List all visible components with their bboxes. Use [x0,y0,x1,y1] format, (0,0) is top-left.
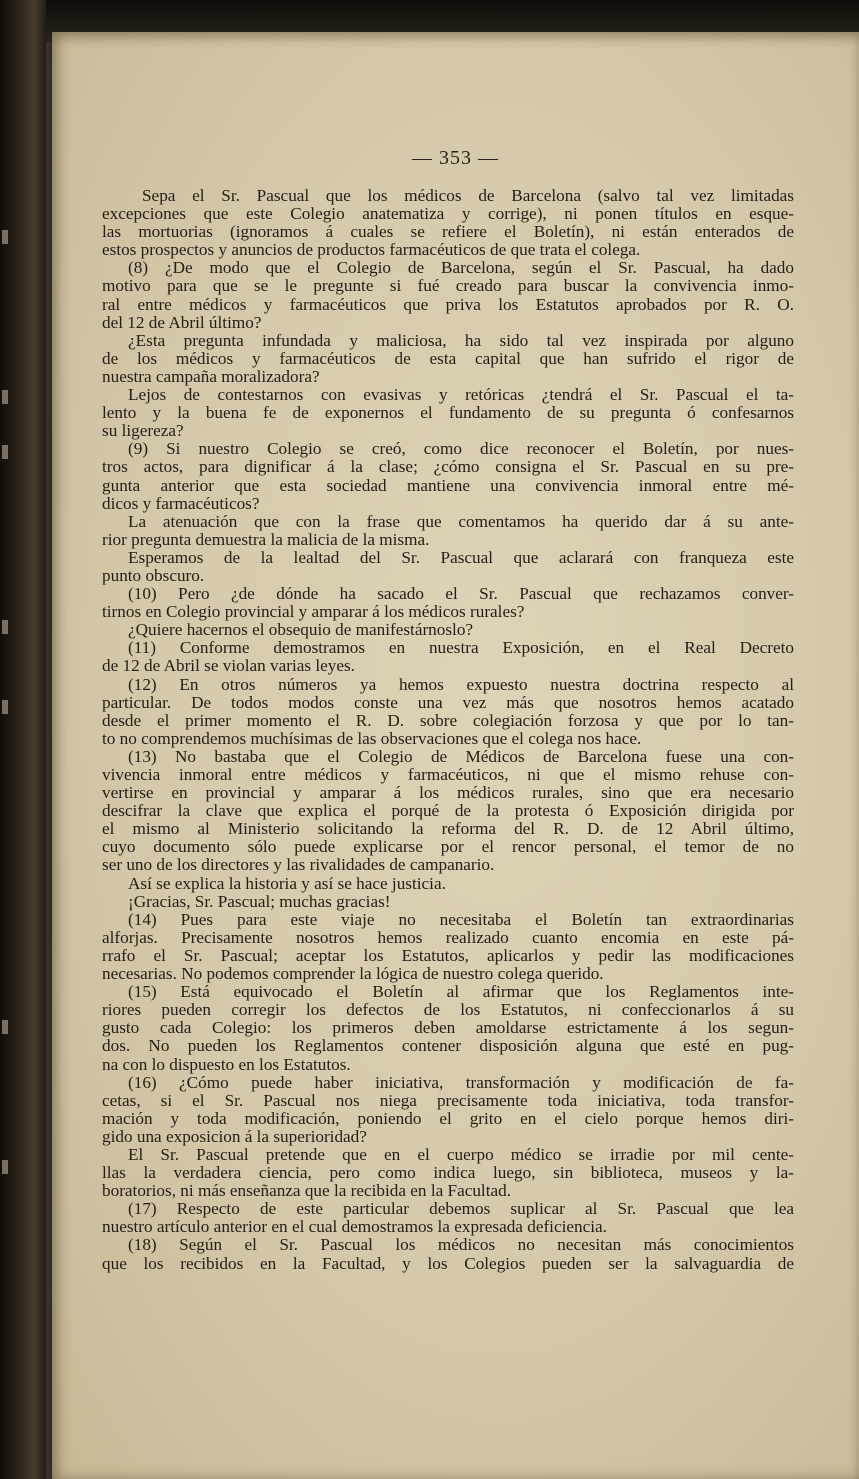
text-line: (11) Conforme demostramos en nuestra Exposición, en el Real Decreto [128,638,794,658]
book-page [52,32,859,1479]
text-line: mación y toda modificación, poniendo el grito en el cielo porque hemos diri- [102,1108,794,1128]
text-line: su ligereza? [102,421,184,441]
text-line: Así se explica la historia y así se hace justicia. [128,873,446,893]
text-line: cetas, si el Sr. Pascual nos niega precisamente toda iniciativa, toda transfor- [102,1090,794,1110]
text-line: descifrar la clave que explica el porqué de la protesta ó Exposición dirigida por [102,801,794,821]
text-line: (8) ¿De modo que el Colegio de Barcelona, según el Sr. Pascual, ha dado [128,258,794,278]
text-line: excepciones que este Colegio anatematiza y corrige), ni ponen títulos en esque- [102,204,794,224]
edge-mark [2,1020,8,1034]
text-line: gunta anterior que esta sociedad mantiene una convivencia inmoral entre mé- [102,475,794,495]
text-line: Lejos de contestarnos con evasivas y retóricas ¿tendrá el Sr. Pascual el ta- [128,385,794,405]
text-line: particular. De todos modos conste una vez más que nosotros hemos acatado [102,692,794,712]
text-line: La atenuación que con la frase que comentamos ha querido dar á su ante- [128,511,794,531]
edge-mark [2,230,8,244]
edge-mark [2,1160,8,1174]
text-line: necesarias. No podemos comprender la lógica de nuestro colega querido. [102,964,604,984]
text-line: rrafo el Sr. Pascual; aceptar los Estatutos, aplicarlos y pedir las modificaciones [102,945,794,965]
text-line: ¿Esta pregunta infundada y maliciosa, ha sido tal vez inspirada por alguno [128,330,794,350]
text-line: vertirse en provincial y amparar á los médicos rurales, sino que era necesario [102,783,794,803]
text-line: gusto cada Colegio: los primeros deben amoldarse estrictamente á los segun- [102,1018,794,1038]
text-line: riores pueden corregir los defectos de los Estatutos, ni confeccionarlos á su [102,1000,794,1020]
text-line: vivencia inmoral entre médicos y farmacéuticos, ni que el mismo rehuse con- [102,765,794,784]
text-line: de los médicos y farmacéuticos de esta capital que han sufrido el rigor de [102,348,794,368]
page-body-text [102,187,794,1273]
text-line: estos prospectos y anuncios de productos farmacéuticos de que trata el colega. [102,240,641,260]
text-line: motivo para que se le pregunte si fué creado para buscar la convivencia inmo- [102,276,794,296]
text-line: Esperamos de la lealtad del Sr. Pascual que aclarará con franqueza este [128,547,794,567]
previous-page-edge [0,0,46,1479]
text-line: dos. No pueden los Reglamentos contener disposición alguna que esté en pug- [102,1036,794,1056]
text-line: ser uno de los directores y las rivalidades de campanario. [102,855,495,875]
text-line: gido una exposicion á la superioridad? [102,1126,367,1146]
text-line: (12) En otros números ya hemos expuesto nuestra doctrina respecto al [128,674,794,694]
text-line: (18) Según el Sr. Pascual los médicos no necesitan más conocimientos [128,1235,794,1255]
edge-mark [2,445,8,459]
text-line: desde el primer momento el R. D. sobre colegiación forzosa y que por lo tan- [102,710,794,730]
text-line: boratorios, ni más enseñanza que la recibida en la Facultad. [102,1181,512,1201]
text-line: (9) Si nuestro Colegio se creó, como dice reconocer el Boletín, por nues- [128,439,794,459]
edge-mark [2,390,8,404]
text-line: punto obscuro. [102,565,205,585]
text-line: tirnos en Colegio provincial y amparar á los médicos rurales? [102,602,525,622]
text-line: (10) Pero ¿de dónde ha sacado el Sr. Pascual que rechazamos conver- [128,584,794,604]
edge-mark [2,620,8,634]
text-line: tros actos, para dignificar á la clase; ¿cómo consigna el Sr. Pascual en su pre- [102,457,794,477]
text-line: las mortuorias (ignoramos á cuales se refiere el Boletín), ni están enterados de [102,222,794,242]
text-line: lento y la buena fe de exponernos el fundamento de su pregunta ó confesarnos [102,403,794,423]
text-line: que los recibidos en la Facultad, y los Colegios pueden ser la salvaguardia de [102,1253,794,1273]
text-line: nuestro artículo anterior en el cual demostramos la expresada deficiencia. [102,1217,607,1237]
text-line: ¡Gracias, Sr. Pascual; muchas gracias! [128,891,391,911]
text-line: de 12 de Abril se violan varias leyes. [102,656,355,676]
edge-mark [2,700,8,714]
text-line: (13) No bastaba que el Colegio de Médicos de Barcelona fuese una con- [128,746,794,766]
text-line: El Sr. Pascual pretende que en el cuerpo médico se irradie por mil cente- [128,1144,794,1164]
text-line: rior pregunta demuestra la malicia de la misma. [102,529,430,549]
text-line: (15) Está equivocado el Boletín al afirmar que los Reglamentos inte- [128,982,794,1002]
text-line: (14) Pues para este viaje no necesitaba el Boletín tan extraordinarias [128,909,794,929]
text-line: ral entre médicos y farmacéuticos que priva los Estatutos aprobados por R. O. [102,294,794,314]
text-line: Sepa el Sr. Pascual que los médicos de Barcelona (salvo tal vez limitadas [142,186,794,205]
text-line: del 12 de Abril último? [102,312,262,332]
text-line: to no comprendemos muchísimas de las observaciones que el colega nos hace. [102,728,642,748]
text-line: dicos y farmacéuticos? [102,493,260,513]
text-line: (16) ¿Cómo puede haber iniciativa, transformación y modificación de fa- [128,1072,794,1092]
text-line: el mismo al Ministerio solicitando la reforma del R. D. de 12 Abril último, [102,819,794,839]
text-line: ¿Quiere hacernos el obsequio de manifestárnoslo? [128,620,474,640]
text-line: nuestra campaña moralizadora? [102,366,320,386]
text-line: (17) Respecto de este particular debemos suplicar al Sr. Pascual que lea [128,1199,794,1219]
text-line: cuyo documento sólo puede explicarse por el rencor personal, el temor de no [102,837,794,857]
text-line: alforjas. Precisamente nosotros hemos realizado cuanto encomia en este pá- [102,927,794,947]
text-line: na con lo dispuesto en los Estatutos. [102,1054,351,1074]
text-line: llas la verdadera ciencia, pero como indica luego, sin biblioteca, museos y la- [102,1163,794,1183]
page-number: — 353 — [412,147,499,169]
